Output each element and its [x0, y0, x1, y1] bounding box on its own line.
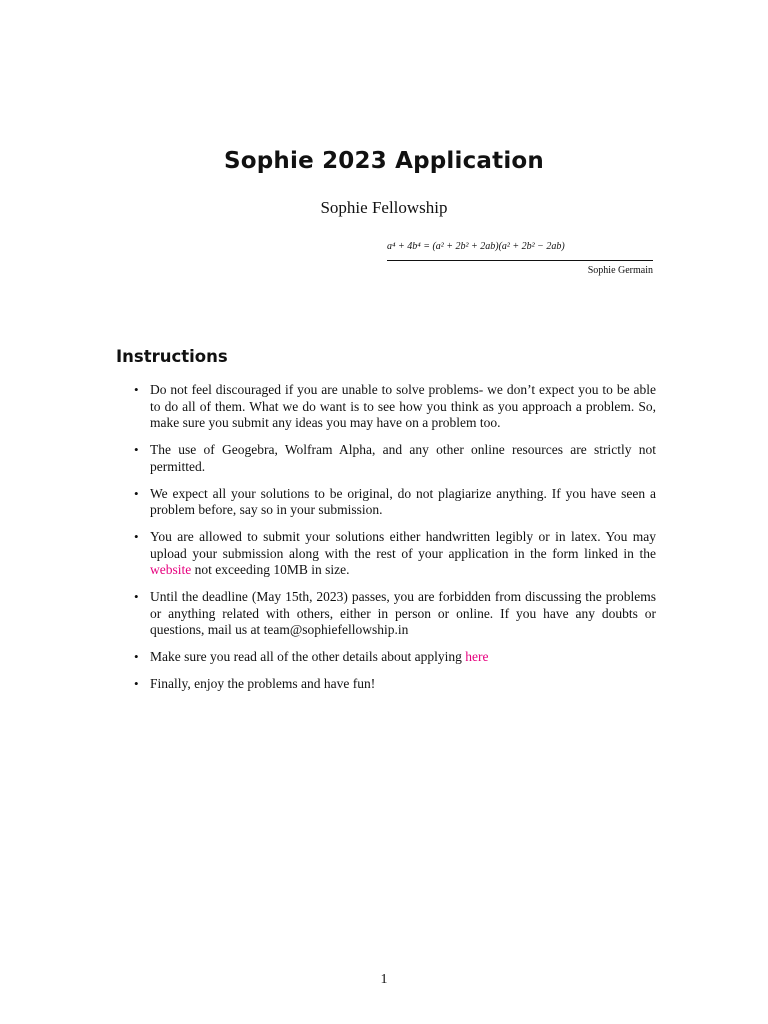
bullet-icon: •	[134, 649, 139, 664]
epigraph-rule	[387, 260, 653, 261]
page-title: Sophie 2023 Application	[223, 148, 545, 174]
instructions-heading: Instructions	[116, 347, 228, 366]
bullet-icon: •	[134, 589, 139, 604]
list-item-text: The use of Geogebra, Wolfram Alpha, and any other online resources are strictly not permitted.	[150, 442, 656, 474]
list-item	[116, 442, 656, 475]
here-link[interactable]: here	[465, 649, 489, 664]
bullet-icon: •	[134, 529, 139, 544]
bullet-icon: •	[134, 485, 139, 501]
bullet-icon: •	[134, 382, 139, 397]
list-item	[116, 529, 656, 579]
list-item-text: Do not feel discouraged if you are unable to solve problems- we don’t expect you to be able to do all of them. What we do want is to see how you think as you approach a problem. So, make sure you submit any ideas you may have on a problem too.	[150, 382, 656, 430]
list-item-text: We expect all your solutions to be original, do not plagiarize anything. If you have seen a problem before, say so in your submission.	[150, 485, 656, 517]
instructions-list	[116, 382, 656, 703]
epigraph-author: Sophie Germain	[587, 265, 653, 276]
epigraph-formula: a⁴ + 4b⁴ = (a² + 2b² + 2ab)(a² + 2b² − 2ab)	[387, 241, 565, 252]
list-item	[116, 676, 656, 693]
list-item	[116, 486, 656, 519]
list-item-text: Finally, enjoy the problems and have fun!	[150, 676, 376, 691]
list-item-text: Until the deadline (May 15th, 2023) passes, you are forbidden from discussing the problems or anything related with others, either in person or online. If you have any doubts or questions, mail us at team@sophiefellowship.in	[150, 589, 656, 637]
page-subtitle: Sophie Fellowship	[320, 198, 448, 217]
list-item-text-before: Make sure you read all of the other details about applying	[150, 649, 466, 664]
list-item	[116, 589, 656, 639]
epigraph	[387, 238, 653, 276]
list-item-text-after: not exceeding 10MB in size.	[191, 562, 350, 577]
bullet-icon: •	[134, 676, 139, 691]
bullet-icon: •	[134, 442, 139, 457]
page-number: 1	[380, 972, 388, 987]
list-item	[116, 649, 656, 666]
list-item-text-before: You are allowed to submit your solutions either handwritten legibly or in latex. You may upload your submission along with the rest of your application in the form linked in the	[150, 529, 656, 561]
website-link[interactable]: website	[150, 562, 192, 577]
list-item	[116, 382, 656, 432]
